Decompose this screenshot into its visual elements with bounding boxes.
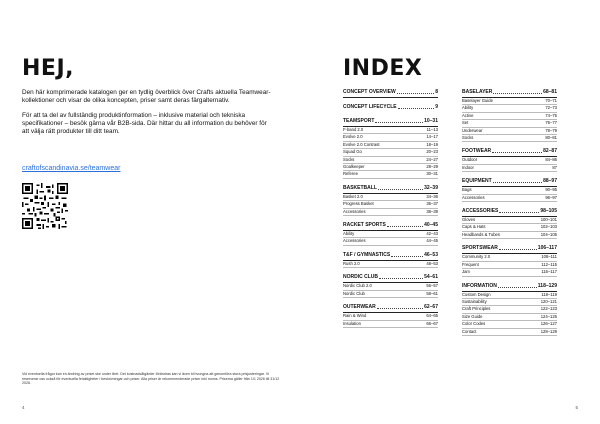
leader-dots bbox=[387, 222, 423, 227]
index-item[interactable] bbox=[343, 157, 438, 164]
index-section-heading[interactable] bbox=[343, 89, 438, 98]
item-pages: 44–45 bbox=[426, 238, 438, 244]
index-section bbox=[343, 104, 438, 112]
index-section bbox=[343, 89, 438, 98]
index-item[interactable] bbox=[462, 195, 557, 202]
index-section-heading[interactable] bbox=[462, 178, 557, 187]
item-name: Contact bbox=[462, 328, 477, 334]
item-name: Indoor bbox=[462, 164, 474, 170]
index-section bbox=[462, 245, 557, 276]
page-number: 4 bbox=[22, 405, 25, 410]
intro-paragraph: Den här komprimerade katalogen ger en tydlig överblick över Crafts aktuella Teamwear-kollektioner och visar de olika koncepten, priser samt deras färgalternativ. bbox=[22, 89, 271, 105]
index-section bbox=[462, 283, 557, 336]
item-name: Ability bbox=[343, 231, 355, 237]
section-title: CONCEPT LIFECYCLE bbox=[343, 104, 397, 110]
item-name: Custom Design bbox=[462, 291, 491, 297]
item-name: Headbands & Tubes bbox=[462, 231, 500, 237]
section-pages: 98–105 bbox=[540, 208, 557, 215]
leader-dots bbox=[492, 148, 542, 153]
item-name: Goalkeeper bbox=[343, 164, 365, 170]
index-item[interactable] bbox=[462, 254, 557, 261]
section-pages: 118–129 bbox=[537, 282, 557, 289]
page-title: HEJ, bbox=[22, 56, 74, 81]
item-pages: 20–23 bbox=[426, 149, 438, 155]
leader-dots bbox=[498, 283, 537, 288]
item-name: Squad Go bbox=[343, 149, 362, 155]
index-section-heading[interactable] bbox=[462, 283, 557, 292]
index-item[interactable] bbox=[343, 209, 438, 216]
index-section-heading[interactable] bbox=[462, 148, 557, 157]
section-title: CONCEPT OVERVIEW bbox=[343, 89, 396, 95]
index-section-heading[interactable] bbox=[343, 274, 438, 283]
index-item[interactable] bbox=[462, 232, 557, 239]
section-pages: 82–87 bbox=[543, 148, 557, 155]
index-item[interactable] bbox=[343, 313, 438, 320]
section-title: SPORTSWEAR bbox=[462, 245, 498, 252]
section-title: T&F / GYMNASTICS bbox=[343, 251, 391, 258]
index-item[interactable] bbox=[462, 224, 557, 231]
leader-dots bbox=[493, 89, 542, 94]
item-name: Craft Principles bbox=[462, 306, 491, 312]
index-item[interactable] bbox=[343, 321, 438, 328]
index-section bbox=[343, 304, 438, 328]
index-item[interactable] bbox=[343, 283, 438, 290]
item-pages: 126–127 bbox=[540, 321, 557, 327]
index-item[interactable] bbox=[462, 269, 557, 276]
item-name: Sustainability bbox=[462, 298, 487, 304]
index-item[interactable] bbox=[462, 321, 557, 328]
section-title: FOOTWEAR bbox=[462, 148, 492, 155]
item-name: F-band 2.0 bbox=[343, 127, 364, 132]
section-pages: 106–117 bbox=[537, 245, 557, 252]
index-section-heading[interactable] bbox=[343, 252, 438, 261]
index-item[interactable] bbox=[462, 165, 557, 172]
index-item[interactable] bbox=[462, 157, 557, 164]
item-name: Evolve 2.0 bbox=[343, 134, 363, 140]
item-pages: 80–81 bbox=[545, 135, 557, 141]
item-name: Basket 2.0 bbox=[343, 193, 363, 199]
item-pages: 102–103 bbox=[540, 224, 557, 230]
item-name: Bags bbox=[462, 187, 472, 193]
section-title: BASKETBALL bbox=[343, 184, 377, 191]
item-pages: 104–105 bbox=[540, 231, 557, 237]
leader-dots bbox=[375, 118, 423, 123]
index-item[interactable] bbox=[343, 291, 438, 298]
item-pages: 108–111 bbox=[541, 254, 557, 260]
leader-dots bbox=[398, 104, 435, 109]
item-name: Color Codes bbox=[462, 321, 486, 327]
section-title: NORDIC CLUB bbox=[343, 274, 378, 281]
item-pages: 36–37 bbox=[426, 201, 438, 207]
index-section-heading[interactable] bbox=[343, 222, 438, 231]
teamwear-link[interactable]: craftofscandinavia.se/teamwear bbox=[22, 165, 121, 172]
item-pages: 112–115 bbox=[541, 261, 557, 267]
item-name: Outdoor bbox=[462, 157, 478, 163]
item-pages: 122–123 bbox=[540, 306, 557, 312]
item-pages: 124–125 bbox=[540, 313, 557, 319]
qr-code-icon[interactable] bbox=[22, 183, 68, 229]
index-item[interactable] bbox=[462, 105, 557, 112]
item-name: Progress Basket bbox=[343, 201, 374, 207]
item-name: Accessories bbox=[343, 238, 366, 244]
item-name: Caps & Hats bbox=[462, 224, 486, 230]
index-item[interactable] bbox=[343, 194, 438, 201]
index-item[interactable] bbox=[462, 128, 557, 135]
leader-dots bbox=[493, 178, 542, 183]
leader-dots bbox=[379, 274, 423, 279]
item-pages: 72–73 bbox=[545, 105, 557, 111]
item-name: Socks bbox=[462, 135, 474, 141]
item-pages: 28–29 bbox=[426, 164, 438, 170]
item-pages: 87 bbox=[552, 164, 557, 170]
intro-text bbox=[22, 89, 272, 142]
index-item[interactable] bbox=[343, 127, 438, 134]
item-name: Referee bbox=[343, 171, 358, 177]
item-name: Ability bbox=[462, 105, 474, 111]
index-item[interactable] bbox=[462, 262, 557, 269]
index-section bbox=[462, 89, 557, 142]
item-pages: 76–77 bbox=[545, 120, 557, 126]
item-name: Community 2.0 bbox=[462, 254, 491, 260]
section-title: BASELAYER bbox=[462, 89, 493, 95]
item-name: Rain & Wind bbox=[343, 313, 367, 319]
item-pages: 24–27 bbox=[426, 156, 438, 162]
index-item[interactable] bbox=[343, 149, 438, 156]
item-name: Jam bbox=[462, 269, 470, 275]
index-section-heading[interactable] bbox=[343, 185, 438, 194]
item-pages: 74–75 bbox=[545, 112, 557, 118]
section-title: ACCESSORIES bbox=[462, 208, 499, 215]
index-item[interactable] bbox=[462, 135, 557, 142]
index-item[interactable] bbox=[343, 261, 438, 268]
index-item[interactable] bbox=[462, 329, 557, 336]
index-item[interactable] bbox=[462, 98, 557, 105]
section-pages: 68–81 bbox=[543, 89, 557, 95]
section-pages: 8 bbox=[435, 89, 438, 95]
index-section bbox=[462, 178, 557, 202]
section-title: OUTERWEAR bbox=[343, 304, 376, 311]
section-title: EQUIPMENT bbox=[462, 178, 492, 185]
item-pages: 64–65 bbox=[426, 313, 438, 319]
index-item[interactable] bbox=[462, 187, 557, 194]
item-pages: 38–39 bbox=[426, 208, 438, 214]
item-name: Socks bbox=[343, 156, 355, 162]
section-pages: 9 bbox=[435, 104, 438, 110]
section-pages: 46–53 bbox=[424, 251, 438, 258]
item-pages: 14–17 bbox=[426, 134, 438, 140]
section-title: TEAMSPORT bbox=[343, 118, 375, 124]
leader-dots bbox=[499, 208, 539, 213]
index-section bbox=[343, 185, 438, 216]
fine-print: Vid eventuella frågor kan en ändring av priset ske under året. Det kostnadsåtgärder förändras kan vi även bli tvungna att genomföra stora prisjusteringar. Vi reserverar oss också för eventuella felaktigheter i beskrivningar och priser. Alla priser är rekommenderade priser inkl moms. Priserna gäller från 1/1 2026 till 31/12 2026. bbox=[22, 372, 280, 386]
item-pages: 96–97 bbox=[545, 194, 557, 200]
item-name: Baselayer Guide bbox=[462, 98, 493, 103]
item-pages: 56–57 bbox=[426, 283, 438, 289]
index-section-heading[interactable] bbox=[343, 118, 438, 127]
leader-dots bbox=[499, 245, 537, 250]
item-name: Underwear bbox=[462, 127, 483, 133]
index-column-1 bbox=[343, 89, 438, 334]
index-section bbox=[343, 222, 438, 246]
item-name: Evolve 2.0 Contrast bbox=[343, 141, 380, 147]
item-name: Active bbox=[462, 112, 474, 118]
item-name: Accessories bbox=[462, 194, 485, 200]
index-section-heading[interactable] bbox=[343, 304, 438, 313]
item-pages: 90–95 bbox=[545, 187, 557, 193]
index-item[interactable] bbox=[462, 306, 557, 313]
item-pages: 42–43 bbox=[426, 231, 438, 237]
item-pages: 100–101 bbox=[540, 217, 557, 223]
item-name: Rush 2.0 bbox=[343, 260, 360, 266]
item-name: Size Guide bbox=[462, 313, 483, 319]
item-pages: 30–31 bbox=[426, 171, 438, 177]
item-pages: 118–119 bbox=[541, 291, 557, 297]
item-pages: 120–121 bbox=[540, 298, 557, 304]
index-column-2 bbox=[462, 89, 557, 342]
section-pages: 54–61 bbox=[424, 274, 438, 281]
section-pages: 62–67 bbox=[424, 304, 438, 311]
item-name: Gloves bbox=[462, 217, 476, 223]
section-pages: 10–31 bbox=[424, 118, 438, 124]
index-item[interactable] bbox=[343, 142, 438, 149]
index-section bbox=[343, 118, 438, 179]
leader-dots bbox=[391, 252, 423, 257]
index-section-heading[interactable] bbox=[343, 104, 438, 112]
section-pages: 88–97 bbox=[543, 178, 557, 185]
index-item[interactable] bbox=[343, 231, 438, 238]
item-name: Set bbox=[462, 120, 469, 126]
index-title: INDEX bbox=[343, 56, 423, 81]
index-section-heading[interactable] bbox=[462, 245, 557, 254]
page-number: 5 bbox=[575, 405, 578, 410]
section-pages: 40–45 bbox=[424, 222, 438, 229]
index-item[interactable] bbox=[343, 171, 438, 178]
index-item[interactable] bbox=[343, 201, 438, 208]
section-title: RACKET SPORTS bbox=[343, 222, 386, 229]
index-section bbox=[343, 252, 438, 268]
item-pages: 11–13 bbox=[426, 127, 438, 132]
index-item[interactable] bbox=[462, 120, 557, 127]
section-title: INFORMATION bbox=[462, 282, 497, 289]
item-pages: 116–117 bbox=[541, 269, 557, 275]
leader-dots bbox=[397, 89, 435, 94]
index-section bbox=[343, 274, 438, 298]
index-item[interactable] bbox=[343, 134, 438, 141]
index-section bbox=[462, 148, 557, 172]
index-section-heading[interactable] bbox=[462, 89, 557, 98]
intro-paragraph: För att ta del av fullständig produktinformation – inklusive material och tekniska specifikationer – besök gärna vår B2B-sida. Där hittar du all information du behöver för att välja rätt produkter till ditt team. bbox=[22, 111, 267, 136]
index-item[interactable] bbox=[462, 314, 557, 321]
item-pages: 78–79 bbox=[545, 127, 557, 133]
index-section bbox=[462, 208, 557, 239]
item-pages: 34–36 bbox=[426, 193, 438, 199]
index-item[interactable] bbox=[462, 217, 557, 224]
index-item[interactable] bbox=[462, 292, 557, 299]
item-pages: 48–53 bbox=[426, 260, 438, 266]
item-pages: 128–129 bbox=[540, 328, 557, 334]
item-pages: 58–61 bbox=[426, 290, 438, 296]
index-section-heading[interactable] bbox=[462, 208, 557, 217]
item-pages: 70–71 bbox=[545, 98, 557, 103]
right-page bbox=[300, 0, 600, 424]
item-name: Accessories bbox=[343, 208, 366, 214]
item-pages: 66–67 bbox=[426, 320, 438, 326]
leader-dots bbox=[378, 185, 423, 190]
item-name: Nordic Club 2.0 bbox=[343, 283, 372, 289]
item-name: Nordic Club bbox=[343, 290, 365, 296]
item-name: Insulation bbox=[343, 320, 361, 326]
index-item[interactable] bbox=[462, 113, 557, 120]
index-item[interactable] bbox=[343, 164, 438, 171]
item-pages: 84–86 bbox=[545, 157, 557, 163]
section-pages: 32–39 bbox=[424, 184, 438, 191]
index-item[interactable] bbox=[343, 238, 438, 245]
item-name: Frequent bbox=[462, 261, 479, 267]
index-item[interactable] bbox=[462, 299, 557, 306]
item-pages: 18–19 bbox=[426, 141, 438, 147]
leader-dots bbox=[377, 304, 423, 309]
